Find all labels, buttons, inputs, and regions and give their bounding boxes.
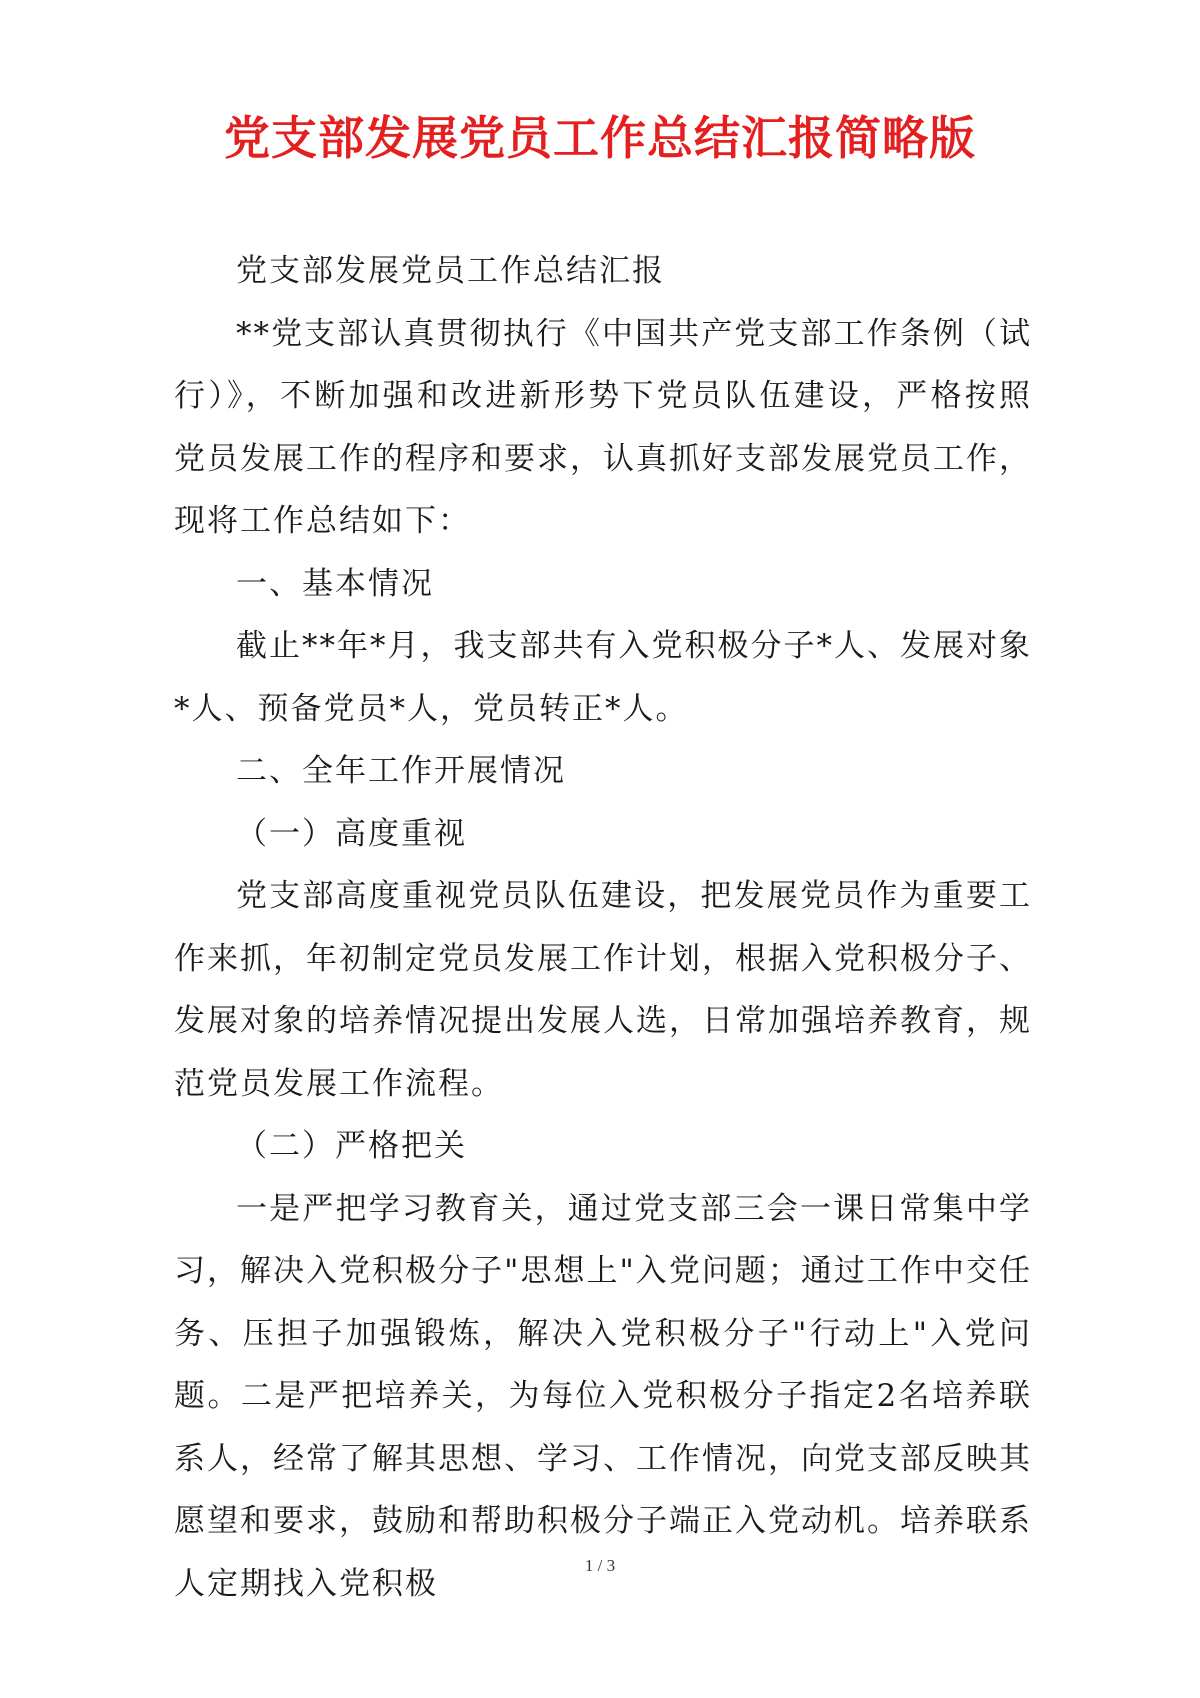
paragraph-strict: 一是严把学习教育关，通过党支部三会一课日常集中学习，解决入党积极分子"思想上"入党问题；通过工作中交任务、压担子加强锻炼，解决入党积极分子"行动上"入党问题。二是严把培养关，为每位入党积极分子指定2名培养联系人，经常了解其思想、学习、工作情况，向党支部反映其愿望和要求，鼓励和帮助积极分子端正入党动机。培养联系人定期找入党积极 <box>174 1190 1032 1602</box>
paragraph-importance: 党支部高度重视党员队伍建设，把发展党员作为重要工作来抓，年初制定党员发展工作计划，根据入党积极分子、发展对象的培养情况提出发展人选，日常加强培养教育，规范党员发展工作流程。 <box>174 878 1032 1102</box>
paragraph-heading: 党支部发展党员工作总结汇报 <box>236 253 665 289</box>
subheading-strict: （二）严格把关 <box>236 1128 467 1164</box>
document-body <box>174 240 1032 1615</box>
section-heading-annual: 二、全年工作开展情况 <box>236 753 566 789</box>
paragraph-intro: **党支部认真贯彻执行《中国共产党支部工作条例（试行）》，不断加强和改进新形势下党员队伍建设，严格按照党员发展工作的程序和要求，认真抓好支部发展党员工作，现将工作总结如下： <box>174 315 1032 539</box>
page-number: 1 / 3 <box>584 1556 616 1575</box>
section-heading-basic: 一、基本情况 <box>236 565 434 602</box>
paragraph-basic: 截止**年*月，我支部共有入党积极分子*人、发展对象*人、预备党员*人，党员转正*人。 <box>174 628 1032 727</box>
document-title: 党支部发展党员工作总结汇报简略版 <box>224 111 976 165</box>
subheading-importance: （一）高度重视 <box>236 815 467 852</box>
